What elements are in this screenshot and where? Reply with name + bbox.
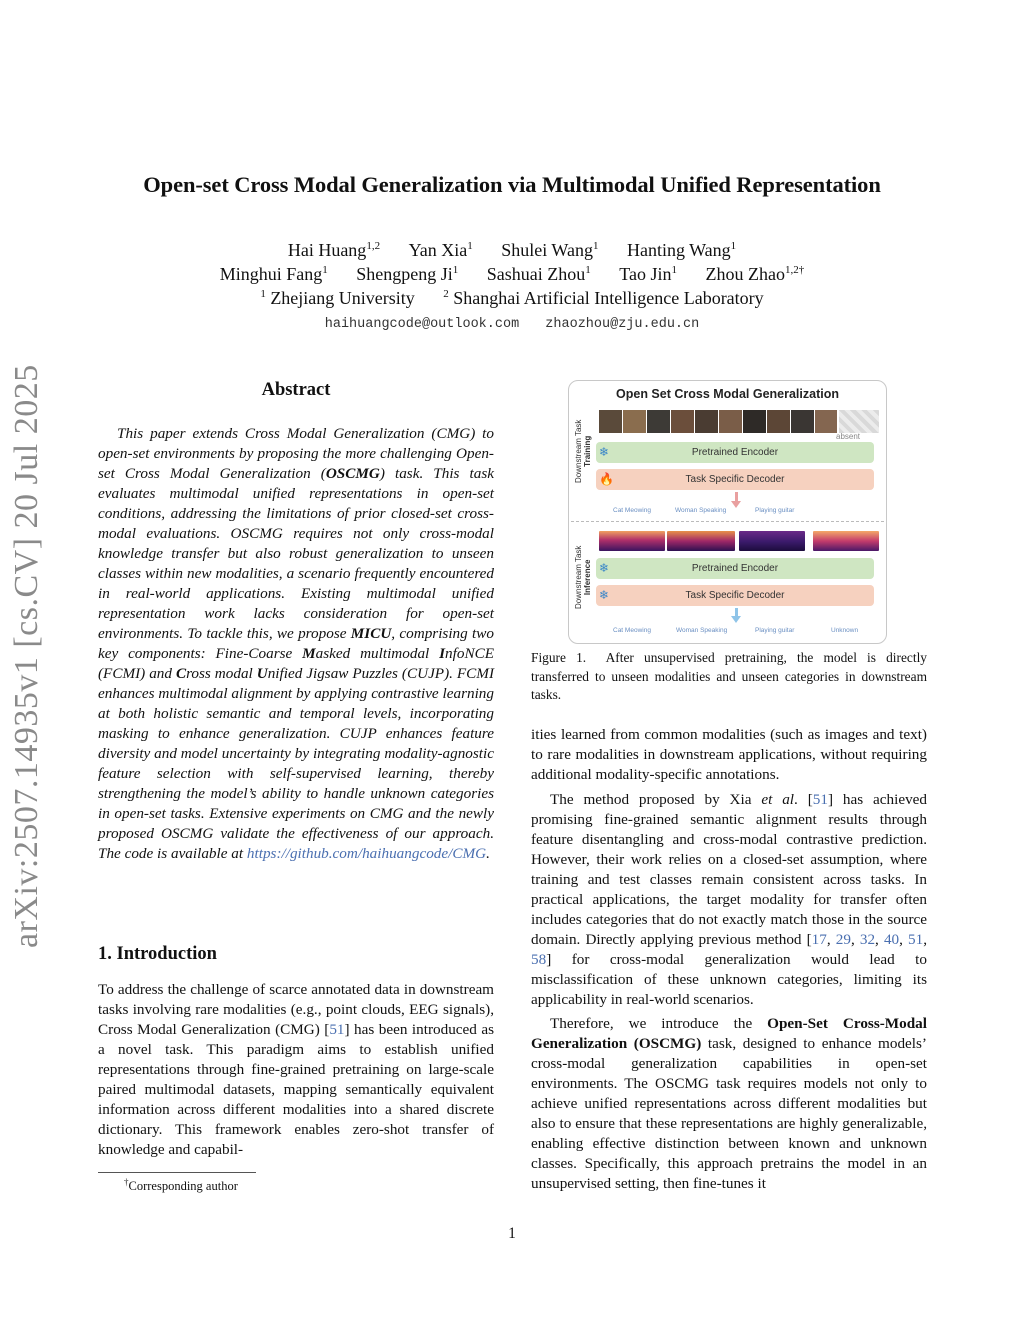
footnote: †Corresponding author [124,1177,238,1194]
citation-link[interactable]: 58 [531,950,547,968]
author: Shulei Wang$^1$ [501,240,599,260]
class-label: Playing guitar [755,627,795,634]
paper-title: Open-set Cross Modal Generalization via Multimodal Unified Representation [143,172,881,197]
spectrogram [599,531,665,551]
video-frame [767,410,790,433]
class-label: Woman Speaking [675,507,727,514]
inference-label: Downstream Task Inference [574,545,592,609]
video-frame [599,410,622,433]
training-label: Downstream Task Training [574,419,592,483]
video-frame [791,410,814,433]
pretrained-encoder-inference: ❄ Pretrained Encoder [596,558,874,579]
author: Sashuai Zhou$^1$ [486,264,591,284]
citation-link[interactable]: 29 [835,930,851,948]
snowflake-icon: ❄ [599,588,610,602]
author: Zhou Zhao$^{1,2\dagger}$ [705,264,805,284]
paragraph: ities learned from common modalities (such as images and text) to rare modalities in downstream applications, without requiring additional modality-specific annotations. [531,726,927,783]
absent-label: absent [836,432,861,441]
video-frame [671,410,694,433]
author: Hanting Wang$^1$ [626,240,737,260]
code-link[interactable]: https://github.com/haihuangcode/CMG [246,845,487,862]
spectrogram [667,531,735,551]
class-label: Woman Speaking [676,627,728,634]
author-emails [0,317,1024,332]
class-label: Playing guitar [755,507,795,514]
right-column-body [531,725,927,1199]
author: Minghui Fang$^1$ [219,264,328,284]
video-frame [647,410,670,433]
snowflake-icon: ❄ [599,445,610,459]
figure-divider [571,521,884,522]
figure-title: Open Set Cross Modal Generalization [616,387,839,401]
arxiv-stamp: arXiv:2507.14935v1 [cs.CV] 20 Jul 2025 [8,364,45,948]
author: Hai Huang$^{1,2}$ [287,240,381,260]
email[interactable]: haihuangcode@outlook.com [324,317,520,332]
abstract-heading: Abstract [261,380,331,400]
spectrogram-strip [599,531,881,554]
video-frame [815,410,837,433]
down-arrow-icon [731,616,741,623]
citation-link[interactable]: 40 [883,930,900,948]
task-decoder-inference: ❄ Task Specific Decoder [596,585,874,606]
absent-frames [839,410,879,433]
page-number: 1 [508,1225,516,1242]
email[interactable]: zhaozhou@zju.edu.cn [545,317,700,332]
citation-link[interactable]: 51 [329,1021,345,1038]
task-decoder-training: 🔥 Task Specific Decoder [596,469,874,490]
pretrained-encoder-training: ❄ Pretrained Encoder [596,442,874,463]
video-frame [719,410,742,433]
affiliations: $^1$ Zhejiang University $^2$ Shanghai Artificial Intelligence Laboratory [260,288,764,308]
intro-heading: 1. Introduction [98,944,217,964]
author: Shengpeng Ji$^1$ [356,264,459,284]
spectrogram [813,531,879,551]
spectrogram [739,531,805,551]
citation-link[interactable]: 17 [811,930,827,948]
class-label: Unknown [831,627,859,634]
video-frames-strip [599,410,881,433]
author-line-1 [0,240,1024,261]
video-frame [623,410,646,433]
class-label: Cat Meowing [613,507,651,514]
abstract-body: This paper extends Cross Modal Generalization (CMG) to open-set environments by proposing the more challenging Open-set Cross Modal Generalization (OSCMG) task. This task evaluates multimodal unified representations in open-set conditions, addressing the limitations of prior closed-set cross-modal evaluations. OSCMG requires not only cross-modal knowledge transfer but also robust generalization to unseen classes within new modalities, a scenario frequently encountered in real-world applications. Existing multimodal unified representation work lacks consideration for open-set environments. To tackle this, we propose MICU, comprising two key components: Fine-Coarse Masked multimodal InfoNCE (FCMI) and Cross modal Unified Jigsaw Puzzles (CUJP). FCMI enhances multimodal alignment by applying contrastive learning at both holistic semantic and temporal levels, incorporating masking to enhance generalization. CUJP enhances feature diversity and model uncertainty by integrating modality-agnostic feature selection with self-supervised learning, thereby strengthening the model’s ability to handle unknown categories in open-set tasks. Extensive experiments on CMG and the newly proposed OSCMG validate the effectiveness of our approach. The code is available at https://github.com/haihuangcode/CMG. [98,425,495,862]
figure-1 [568,380,887,644]
citation-link[interactable]: 51 [908,930,924,948]
paragraph: Therefore, we introduce the Open-Set Cross-Modal Generalization (OSCMG) task, designed to enhance models’ cross-modal generalization capabilities in open-set environments. The OSCMG task requires models not only to achieve unified representations across different modalities but also to ensure that these representations are highly generalizable, enabling effective distinction between known and unknown classes. Specifically, this approach pretrains the model in an unsupervised setting, then fine-tunes it [531,1015,927,1192]
class-label: Cat Meowing [613,627,651,634]
down-arrow-icon [731,501,741,508]
paragraph: The method proposed by Xia et al. [51] has achieved promising fine-grained semantic alignment results through feature disentangling and cross-modal contrastive prediction. However, their work relies on a closed-set assumption, where training and test classes remain consistent across tasks. In practical applications, the target modality for transfer often includes categories that do not exactly match those in the source domain. Directly applying previous method [17, 29, 32, 40, 51, 58] for cross-modal generalization would lead to misclassification of these unknown categories, limiting its applicability in real-world scenarios. [531,790,928,1008]
video-frame [743,410,766,433]
abstract-section [98,380,494,401]
figure-caption: Figure 1. After unsupervised pretraining, the model is directly transferred to unseen modalities and unseen categories in downstream tasks. [531,650,927,702]
fire-icon: 🔥 [599,472,614,486]
author: Tao Jin$^1$ [619,264,677,284]
footnote-rule [98,1172,256,1173]
author: Yan Xia$^1$ [408,240,473,260]
citation-link[interactable]: 51 [812,790,828,808]
arrow-stem [735,492,738,501]
snowflake-icon: ❄ [599,561,610,575]
citation-link[interactable]: 32 [859,930,876,948]
intro-body: To address the challenge of scarce annotated data in downstream tasks involving rare modalities (e.g., point clouds, EEG signals), Cross Modal Generalization (CMG) [51] has been introduced as a novel task. This paradigm aims to establish unified representations through fine-grained pretraining on large-scale paired multimodal datasets, mapping semantically equivalent information across different modalities into a shared discrete dictionary. This framework enables zero-shot transfer of knowledge and capabil- [98,981,494,1158]
author-line-2 [0,264,1024,285]
video-frame [695,410,718,433]
